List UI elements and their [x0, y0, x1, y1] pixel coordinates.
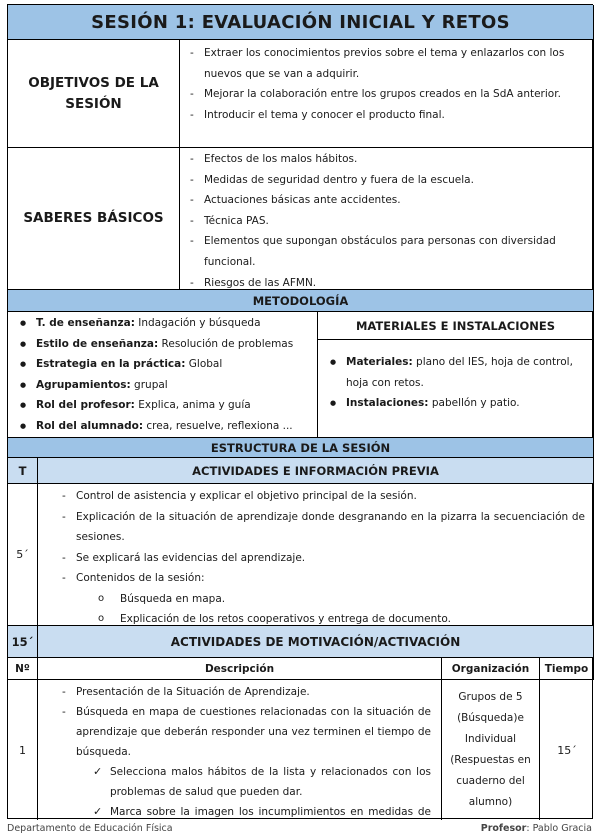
session-sheet	[7, 4, 593, 819]
col-actividades-header: ACTIVIDADES E INFORMACIÓN PREVIA	[38, 458, 594, 484]
estructura-item: - Control de asistencia y explicar el objetivo principal de la sesión.	[58, 486, 585, 507]
footer-department: Departamento de Educación Física	[7, 823, 173, 834]
saberes-label: SABERES BÁSICOS	[8, 148, 180, 290]
col-desc-header: Descripción	[38, 658, 442, 680]
activity-check-item: ✓ Selecciona malos hábitos de la lista y relacionados con los problemas de salud que pueden dar.	[38, 762, 431, 802]
saber-item: - Riesgos de las AFMN.	[186, 273, 585, 290]
motivacion-time: 15´	[8, 626, 38, 658]
activity-item: - Búsqueda en mapa de cuestiones relacionadas con la situación de aprendizaje que deberán responder una vez terminen el tiempo de búsqueda.	[58, 702, 431, 762]
activity-organization: Grupos de 5 (Búsqueda)e Individual (Respuestas en cuaderno del alumno)	[442, 680, 540, 820]
metodologia-item: ● Estilo de enseñanza: Resolución de problemas	[12, 334, 313, 355]
metodologia-content	[8, 312, 318, 438]
metodologia-header: METODOLOGÍA	[8, 290, 594, 312]
estructura-content	[38, 484, 594, 626]
objetivos-label: OBJETIVOS DE LA SESIÓN	[8, 40, 180, 148]
metodologia-item: ● Estrategia en la práctica: Global	[12, 354, 313, 375]
saber-item: - Elementos que supongan obstáculos para personas con diversidad funcional.	[186, 231, 585, 272]
estructura-item: - Contenidos de la sesión:	[58, 568, 585, 589]
metodologia-item: ● T. de enseñanza: Indagación y búsqueda	[12, 313, 313, 334]
estructura-header: ESTRUCTURA DE LA SESIÓN	[8, 438, 594, 458]
saber-item: - Medidas de seguridad dentro y fuera de la escuela.	[186, 170, 585, 191]
estructura-subitem: o Búsqueda en mapa.	[58, 589, 585, 610]
col-org-header: Organización	[442, 658, 540, 680]
activity-number: 1	[8, 680, 38, 820]
activity-check-item: ✓ Marca sobre la imagen los incumplimientos en medidas de	[38, 802, 431, 820]
objetivo-item: - Mejorar la colaboración entre los grupos creados en la SdA anterior.	[186, 84, 585, 105]
estructura-item: - Se explicará las evidencias del aprendizaje.	[58, 548, 585, 569]
col-tiempo-header: Tiempo	[540, 658, 594, 680]
footer-teacher: Profesor: Pablo Gracia	[480, 823, 592, 834]
estructura-item: - Explicación de la situación de aprendizaje donde desgranando en la pizarra la secuenciación de sesiones.	[58, 507, 585, 548]
objetivos-content	[180, 40, 594, 148]
estructura-subitem: o Explicación de los retos cooperativos y entrega de documento.	[58, 609, 585, 626]
saber-item: - Técnica PAS.	[186, 211, 585, 232]
estructura-time: 5´	[8, 484, 38, 626]
session-title: SESIÓN 1: EVALUACIÓN INICIAL Y RETOS	[8, 5, 594, 40]
motivacion-header: ACTIVIDADES DE MOTIVACIÓN/ACTIVACIÓN	[38, 626, 594, 658]
saberes-content	[180, 148, 594, 290]
objetivo-item: - Introducir el tema y conocer el producto final.	[186, 105, 585, 126]
objetivo-item: - Extraer los conocimientos previos sobre el tema y enlazarlos con los nuevos que se van a adquirir.	[186, 43, 585, 84]
metodologia-item: ● Rol del profesor: Explica, anima y guía	[12, 395, 313, 416]
materiales-content	[318, 340, 594, 438]
activity-item: - Presentación de la Situación de Aprendizaje.	[58, 682, 431, 702]
activity-description	[38, 680, 442, 820]
metodologia-item: ● Rol del alumnado: crea, resuelve, reflexiona ...	[12, 416, 313, 437]
activity-time: 15´	[557, 743, 577, 757]
saber-item: - Efectos de los malos hábitos.	[186, 149, 585, 170]
saber-item: - Actuaciones básicas ante accidentes.	[186, 190, 585, 211]
materiales-item: ● Materiales: plano del IES, hoja de control, hoja con retos.	[322, 352, 587, 393]
col-num-header: Nº	[8, 658, 38, 680]
metodologia-item: ● Agrupamientos: grupal	[12, 375, 313, 396]
col-t-header: T	[8, 458, 38, 484]
materiales-header: MATERIALES E INSTALACIONES	[318, 312, 594, 340]
instalaciones-item: ● Instalaciones: pabellón y patio.	[322, 393, 587, 414]
